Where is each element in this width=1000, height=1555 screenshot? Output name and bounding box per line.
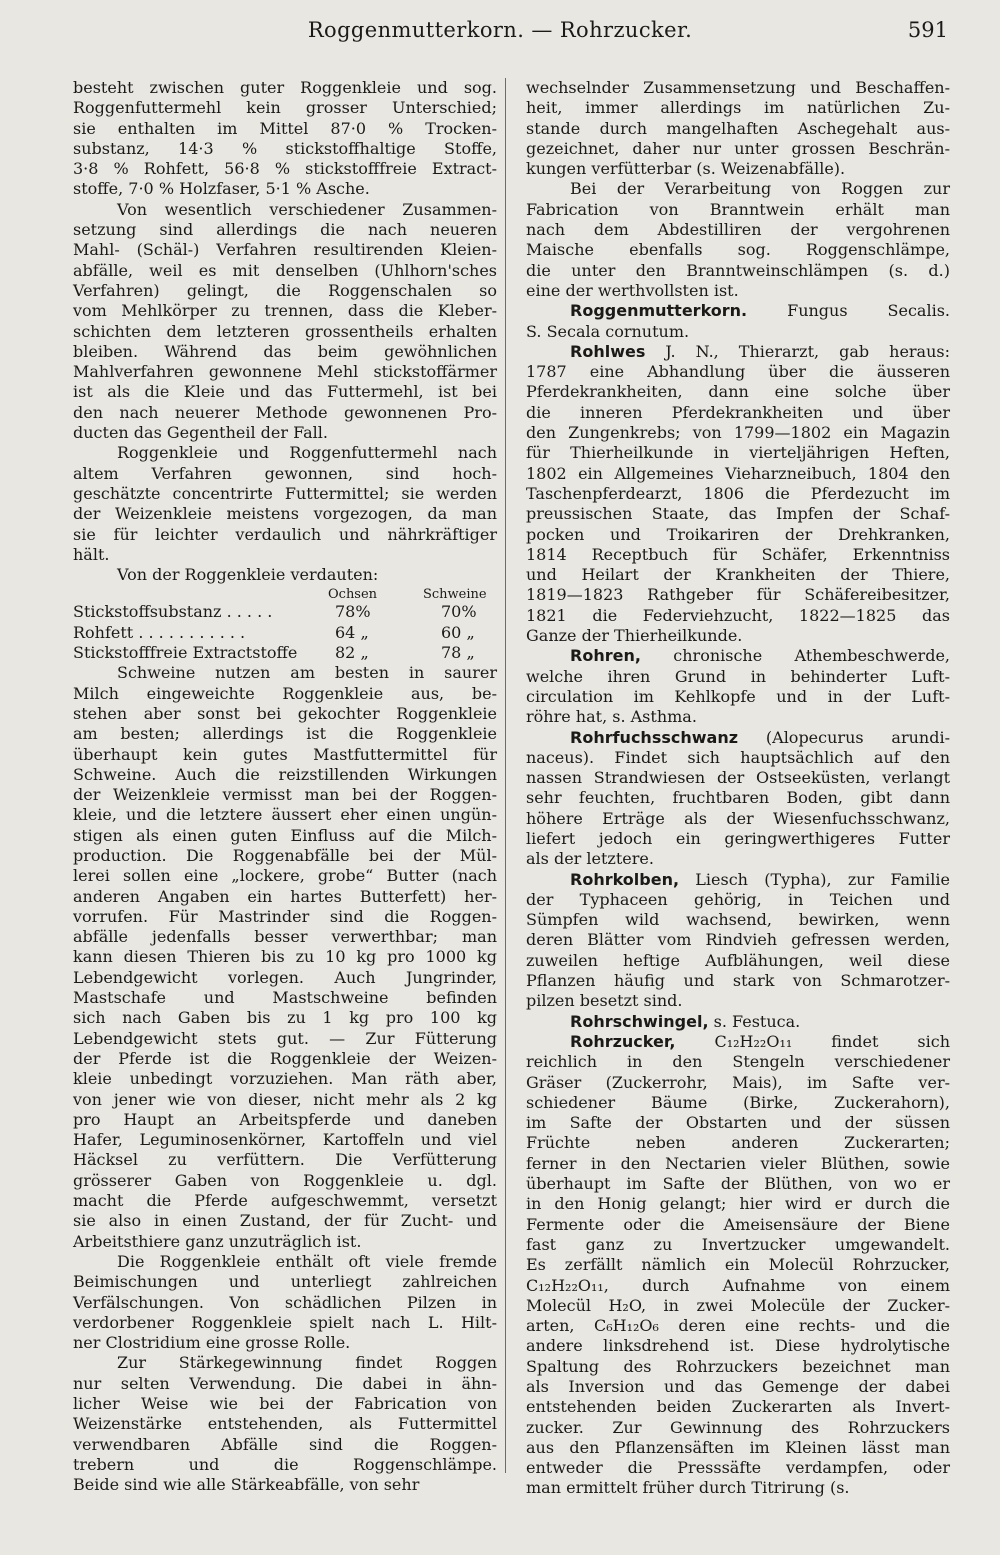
entry-text: Gräser (Zuckerrohr, Mais), im Safte ver- (526, 1072, 950, 1092)
digestibility-table-header (73, 585, 497, 602)
entry-text: arten, C₆H₁₂O₆ deren eine rechts- und die (526, 1316, 950, 1336)
text-line (526, 301, 950, 321)
text-line: den nach neuerer Methode gewonnenen Pro- (73, 402, 497, 422)
text-line (526, 1397, 950, 1417)
running-title: Roggenmutterkorn. — Rohrzucker. (307, 18, 693, 42)
entry-headword: Rohren, (570, 646, 641, 666)
text-line: verdorbener Roggenkleie spielt nach L. Hilt- (73, 1312, 497, 1332)
entry-text: 1814 Receptbuch für Schäfer, Erkenntniss (526, 544, 950, 564)
text-line: stande durch mangelhaften Aschegehalt aus- (526, 118, 950, 138)
entry-text: als Inversion und das Gemenge der dabei (526, 1377, 950, 1396)
text-line (526, 1357, 950, 1377)
text-line (526, 748, 950, 768)
text-line (526, 1113, 950, 1133)
text-line (526, 342, 950, 362)
row-label: Rohfett . . . . . . . . . . . (73, 622, 246, 642)
text-line: grösserer Gaben von Roggenkleie u. dgl. (73, 1170, 497, 1190)
text-line: Beimischungen und unterliegt zahlreichen (73, 1272, 497, 1292)
entry-text: für Thierheilkunde in vierteljährigen Heften, (526, 443, 950, 463)
text-line: stoffe, 7·0 % Holzfaser, 5·1 % Asche. (73, 179, 370, 199)
paragraph (73, 78, 497, 200)
text-line (526, 362, 950, 382)
entry-text: den Zungenkrebs; von 1799—1802 ein Magazin (526, 423, 950, 443)
text-line: Maische ebenfalls sog. Roggenschlämpe, (526, 240, 950, 260)
text-line: kleie, und die letztere äussert eher einen ungün- (73, 805, 497, 825)
entry-text: 1819—1823 Rathgeber für Schäfereibesitzer, (526, 585, 950, 605)
text-line: Mastschafe und Mastschweine befinden (73, 988, 497, 1008)
entry-text: als der letztere. (526, 849, 654, 869)
text-line (526, 484, 950, 504)
text-line: Lebendgewicht stets gut. — Zur Fütterung (73, 1028, 497, 1048)
entry-text: der Typhaceen gehörig, in Teichen und (526, 889, 950, 909)
text-line: wechselnder Zusammensetzung und Beschaffen- (526, 78, 950, 97)
entry-text: und Heilart der Krankheiten der Thiere, (526, 565, 950, 585)
text-line (526, 1255, 950, 1275)
text-line: bleiben. Während das beim gewöhnlichen (73, 341, 497, 361)
text-line: lerei sollen eine „lockere, grobe“ Butter (nach (73, 866, 497, 886)
text-line: anderen Angaben ein hartes Butterfett) her- (73, 886, 497, 906)
text-line (526, 809, 950, 829)
paragraph (73, 443, 497, 565)
text-line: der Weizenkleie meistens vorgezogen, da man (73, 504, 497, 524)
text-line: gezeichnet, daher nur unter grossen Beschrän- (526, 138, 950, 158)
text-line: Hafer, Leguminosenkörner, Kartoffeln und viel (73, 1130, 497, 1150)
value-ochsen: 82 „ (335, 643, 369, 663)
entry-roggenmutterkorn (526, 301, 950, 342)
entry-text: zuweilen heftige Aufblähungen, weil diese (526, 950, 950, 970)
text-line (526, 1235, 950, 1255)
text-line (526, 951, 950, 971)
text-line: trebern und die Roggenschlämpe. (73, 1454, 497, 1474)
text-line (526, 1438, 950, 1458)
entry-text: J. N., Thierarzt, gab heraus: (665, 341, 951, 361)
table-intro: Von der Roggenkleie verdauten: (117, 565, 379, 585)
text-line: Lebendgewicht vorlegen. Auch Jungrinder, (73, 967, 497, 987)
digestibility-table (73, 602, 497, 663)
text-line: Von wesentlich verschiedener Zusammen- (117, 199, 497, 219)
entry-rohren (526, 646, 950, 727)
text-line (526, 788, 950, 808)
text-line (526, 1458, 950, 1478)
entry-text: pocken und Troikariren der Drehkranken, (526, 524, 950, 544)
entry-headword: Rohrfuchsschwanz (570, 727, 739, 747)
text-line: stehen aber sonst bei gekochter Roggenkleie (73, 703, 497, 723)
text-line: ducten das Gegentheil der Fall. (73, 423, 328, 443)
text-line (526, 1174, 950, 1194)
text-line: überhaupt kein gutes Mastfuttermittel für (73, 744, 497, 764)
paragraph (526, 78, 950, 179)
text-line: altem Verfahren gewonnen, sind hoch- (73, 463, 497, 483)
text-line: heit, immer allerdings im natürlichen Zu- (526, 98, 950, 118)
column-header-schweine: Schweine (423, 587, 487, 603)
value-schweine: 78 „ (441, 643, 475, 663)
text-line: Mahlverfahren gewonnene Mehl stickstoffärmer (73, 362, 497, 382)
entry-text: Ganze der Thierheilkunde. (526, 626, 743, 646)
entry-text: ferner in den Nectarien vieler Blüthen, sowie (526, 1153, 950, 1173)
text-line: sie für leichter verdaulich und nährkräftiger (73, 524, 497, 544)
entry-text: Pferdekrankheiten, dann eine solche über (526, 382, 950, 402)
entry-text: 1821 die Federviehzucht, 1822—1825 das (526, 605, 950, 625)
text-line: Häcksel zu verfüttern. Die Verfütterung (73, 1150, 497, 1170)
entry-text: 1802 ein Allgemeines Vieharzneibuch, 1804 den (526, 463, 950, 483)
entry-rohrschwingel (526, 1012, 950, 1032)
column-header-ochsen: Ochsen (328, 587, 378, 603)
entry-headword: Rohlwes (570, 341, 646, 361)
entry-text: s. Festuca. (713, 1011, 801, 1031)
entry-text: entstehenden beiden Zuckerarten als Invert- (526, 1397, 950, 1417)
entry-text: Fermente oder die Ameisensäure der Biene (526, 1214, 950, 1234)
text-line: abfälle jedenfalls besser verwerthbar; man (73, 927, 497, 947)
text-line: hält. (73, 544, 110, 564)
text-line: am besten; allerdings ist die Roggenkleie (73, 724, 497, 744)
text-line (526, 910, 950, 930)
text-line (526, 585, 950, 605)
text-line: macht die Pferde aufgeschwemmt, versetzt (73, 1191, 497, 1211)
text-line (526, 1336, 950, 1356)
text-line (526, 890, 950, 910)
entry-text: reichlich in den Stengeln verschiedener (526, 1052, 950, 1072)
text-line (526, 1032, 950, 1052)
text-line: stigen als einen guten Einfluss auf die Milch- (73, 825, 497, 845)
entry-text: Spaltung des Rohrzuckers bezeichnet man (526, 1356, 950, 1376)
row-label: Stickstofffreie Extractstoffe (73, 643, 298, 663)
text-line: pro Haupt an Arbeitspferde und daneben (73, 1109, 497, 1129)
text-line: sie enthalten im Mittel 87·0 % Trocken- (73, 118, 497, 138)
text-line: Arbeitsthiere ganz unzuträglich ist. (73, 1231, 362, 1251)
entry-text: preussischen Staate, das Impfen der Schaf- (526, 504, 950, 524)
text-line (526, 1194, 950, 1214)
text-line (526, 525, 950, 545)
text-line: sich nach Gaben bis zu 1 kg pro 100 kg (73, 1008, 497, 1028)
entry-text: Es zerfällt nämlich ein Molecül Rohrzucker, (526, 1255, 950, 1275)
entry-text: Pflanzen häufig und stark von Schmarotzer- (526, 971, 950, 991)
entry-headword: Rohrschwingel, (570, 1011, 709, 1031)
text-line (526, 322, 950, 342)
table-row (73, 623, 497, 643)
entry-text: naceus). Findet sich hauptsächlich auf den (526, 747, 950, 767)
text-line: Die Roggenkleie enthält oft viele fremde (117, 1251, 497, 1271)
text-line (526, 707, 950, 727)
text-line (526, 1012, 950, 1032)
paragraph (73, 200, 497, 444)
entry-text: Liesch (Typha), zur Familie (695, 869, 950, 889)
text-line: 3·8 % Rohfett, 56·8 % stickstofffreie Extract- (73, 159, 497, 179)
left-column (73, 78, 497, 1495)
text-line (526, 1073, 950, 1093)
entry-text: in den Honig gelangt; hier wird er durch die (526, 1194, 950, 1214)
text-line (526, 687, 950, 707)
text-line: Mahl- (Schäl-) Verfahren resultirenden Kleien- (73, 240, 497, 260)
text-line (526, 768, 950, 788)
text-line: production. Die Roggenabfälle bei der Mül- (73, 845, 497, 865)
text-line (526, 1154, 950, 1174)
text-line: vorrufen. Für Mastrinder sind die Roggen- (73, 906, 497, 926)
entry-rohrzucker (526, 1032, 950, 1499)
text-line (526, 606, 950, 626)
text-line (526, 646, 950, 666)
text-line: Roggenfuttermehl kein grosser Unterschied; (73, 98, 497, 118)
entry-text: chronische Athembeschwerde, (673, 646, 950, 666)
entry-text: schiedener Bäume (Birke, Zuckerahorn), (526, 1092, 950, 1112)
entry-text: circulation im Kehlkopfe und in der Luft- (526, 686, 950, 706)
text-line (526, 930, 950, 950)
text-line: nur selten Verwendung. Die dabei in ähn- (73, 1373, 497, 1393)
text-line (526, 1133, 950, 1153)
entry-text: Fungus Secalis. (787, 301, 950, 321)
text-line (526, 1215, 950, 1235)
text-line (526, 1478, 950, 1498)
text-line (526, 504, 950, 524)
entry-text: C₁₂H₂₂O₁₁, durch Aufnahme von einem (526, 1275, 950, 1295)
entry-text: überhaupt im Safte der Blüthen, von wo er (526, 1174, 950, 1194)
entry-text: zucker. Zur Gewinnung des Rohrzuckers (526, 1417, 950, 1437)
entry-text: welche ihren Grund in behinderter Luft- (526, 666, 950, 686)
entry-text: man ermittelt früher durch Titrirung (s. (526, 1478, 850, 1498)
text-line (526, 382, 950, 402)
text-line (526, 464, 950, 484)
text-line (526, 1377, 950, 1397)
text-line (526, 443, 950, 463)
value-ochsen: 78% (335, 602, 371, 622)
text-line: Fabrication von Branntwein erhält man (526, 199, 950, 219)
entry-text: entweder die Presssäfte verdampfen, oder (526, 1458, 950, 1478)
entry-text: Sümpfen wild wachsend, bewirken, wenn (526, 910, 950, 930)
text-line (526, 423, 950, 443)
text-line (526, 1296, 950, 1316)
text-line (526, 545, 950, 565)
entry-text: Taschenpferdearzt, 1806 die Pferdezucht im (526, 483, 950, 503)
paragraph (526, 179, 950, 301)
value-ochsen: 64 „ (335, 622, 369, 642)
text-line: verwendbaren Abfälle sind die Roggen- (73, 1434, 497, 1454)
value-schweine: 60 „ (441, 622, 475, 642)
paragraph (73, 1252, 497, 1353)
text-line: besteht zwischen guter Roggenkleie und sog. (73, 78, 497, 97)
entry-text: 1787 eine Abhandlung über die äusseren (526, 362, 950, 382)
text-line: Beide sind wie alle Stärkeabfälle, von sehr (73, 1475, 420, 1495)
text-line (526, 1316, 950, 1336)
entry-text: pilzen besetzt sind. (526, 991, 683, 1011)
entry-rohrfuchsschwanz (526, 728, 950, 870)
entry-text: andere linksdrehend ist. Diese hydrolytische (526, 1336, 950, 1356)
entry-text: im Safte der Obstarten und der süssen (526, 1113, 950, 1133)
text-line: Weizenstärke entstehenden, als Futtermittel (73, 1414, 497, 1434)
entry-headword: Rohrkolben, (570, 869, 680, 889)
entry-text: fast ganz zu Invertzucker umgewandelt. (526, 1234, 950, 1254)
text-line: licher Weise wie bei der Fabrication von (73, 1394, 497, 1413)
entry-text: aus den Pflanzensäften im Kleinen lässt man (526, 1437, 950, 1457)
text-line (526, 667, 950, 687)
entry-text: liefert jedoch ein geringwerthigeres Futter (526, 828, 950, 848)
text-line: vom Mehlkörper zu trennen, dass die Kleber- (73, 301, 497, 321)
entry-rohrkolben (526, 870, 950, 1012)
entry-text: (Alopecurus arundi- (765, 727, 950, 747)
text-line (526, 565, 950, 585)
text-line: nach dem Abdestilliren der vergohrenen (526, 220, 950, 240)
text-line (526, 971, 950, 991)
text-line: schichten dem letzteren grossentheils erhalten (73, 321, 497, 341)
entry-text: nassen Strandwiesen der Ostseeküsten, verlangt (526, 768, 950, 788)
entry-text: die inneren Pferdekrankheiten und über (526, 402, 950, 422)
text-line: sie also in einen Zustand, der für Zucht- und (73, 1211, 497, 1231)
text-line: geschätzte concentrirte Futtermittel; sie werden (73, 483, 497, 503)
value-schweine: 70% (441, 602, 477, 622)
text-line: kann diesen Thieren bis zu 10 kg pro 1000 kg (73, 947, 497, 967)
entry-text: höhere Erträge als der Wiesenfuchsschwanz, (526, 808, 950, 828)
text-line: substanz, 14·3 % stickstoffhaltige Stoffe, (73, 138, 497, 158)
text-line: Schweine nutzen am besten in saurer (117, 663, 497, 683)
text-line (526, 1052, 950, 1072)
text-line: der Pferde ist die Roggenkleie der Weizen- (73, 1048, 497, 1068)
row-label: Stickstoffsubstanz . . . . . (73, 602, 273, 622)
text-line: Milch eingeweichte Roggenkleie aus, be- (73, 683, 497, 703)
text-line: Verfahren) gelingt, die Roggenschalen so (73, 280, 497, 300)
text-line: ist als die Kleie und das Futtermehl, ist bei (73, 382, 497, 402)
text-line: ner Clostridium eine grosse Rolle. (73, 1333, 351, 1353)
text-line (526, 829, 950, 849)
entry-text: C₁₂H₂₂O₁₁ findet sich (714, 1031, 950, 1051)
text-line (526, 403, 950, 423)
text-line: setzung sind allerdings die nach neueren (73, 220, 497, 240)
text-line: Zur Stärkegewinnung findet Roggen (117, 1353, 497, 1373)
paragraph (73, 1353, 497, 1495)
paragraph (73, 663, 497, 1252)
entry-text: röhre hat, s. Asthma. (526, 707, 697, 727)
text-line: Schweine. Auch die reizstillenden Wirkungen (73, 764, 497, 784)
text-line: Verfälschungen. Von schädlichen Pilzen in (73, 1292, 497, 1312)
table-row (73, 602, 497, 622)
text-line: Bei der Verarbeitung von Roggen zur (570, 179, 950, 199)
text-line: Roggenkleie und Roggenfuttermehl nach (117, 443, 497, 463)
entry-headword: Roggenmutterkorn. (570, 301, 748, 321)
entry-text: Molecül H₂O, in zwei Molecüle der Zucker- (526, 1295, 950, 1315)
text-line (526, 870, 950, 890)
entry-rohlwes (526, 342, 950, 646)
right-column (526, 78, 950, 1499)
text-line (526, 1276, 950, 1296)
text-line: eine der werthvollsten ist. (526, 280, 739, 300)
entry-text: sehr feuchten, fruchtbaren Boden, gibt dann (526, 788, 950, 808)
entry-text: S. Secala cornutum. (526, 321, 690, 341)
text-line (526, 728, 950, 748)
text-line: der Weizenkleie vermisst man bei der Roggen- (73, 785, 497, 805)
text-line (526, 626, 950, 646)
text-line (526, 849, 950, 869)
table-row (73, 643, 497, 663)
text-line: die unter den Branntweinschlämpen (s. d.) (526, 260, 950, 280)
text-line: kleie unbedingt vorzuziehen. Man räth aber, (73, 1069, 497, 1089)
text-line: kungen verfütterbar (s. Weizenabfälle). (526, 159, 846, 179)
text-line: von jener wie von dieser, nicht mehr als 2 kg (73, 1089, 497, 1109)
text-line (526, 1093, 950, 1113)
text-line (526, 1418, 950, 1438)
page-number: 591 (907, 18, 948, 42)
entry-headword: Rohrzucker, (570, 1031, 676, 1051)
text-line (526, 991, 950, 1011)
entry-text: deren Blätter vom Rindvieh gefressen werden, (526, 930, 950, 950)
entry-text: Früchte neben anderen Zuckerarten; (526, 1133, 950, 1153)
column-divider (505, 78, 506, 1473)
text-line: abfälle, weil es mit denselben (Uhlhorn'sches (73, 260, 497, 280)
